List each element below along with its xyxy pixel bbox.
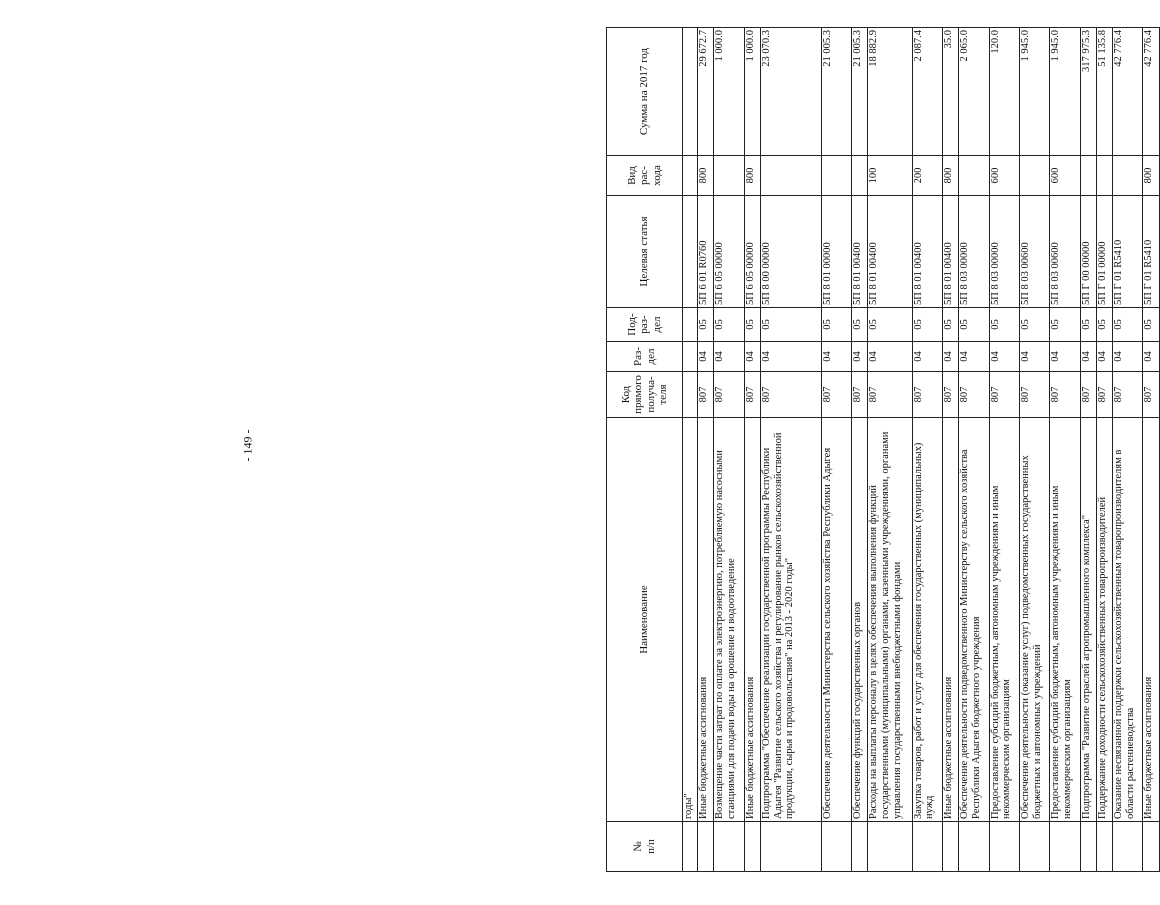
row-sum: 21 005.3 (851, 28, 867, 156)
row-sum: 51 135.8 (1096, 28, 1112, 156)
header-target: Целевая статья (607, 196, 683, 308)
row-vid (1096, 156, 1112, 196)
row-podrazdel: 05 (1019, 308, 1049, 342)
row-podrazdel: 05 (760, 308, 821, 342)
row-sum: 42 776.4 (1113, 28, 1143, 156)
row-razdel: 04 (959, 342, 989, 372)
row-target: 5П 8 03 00600 (1019, 196, 1049, 308)
row-code: 807 (1050, 372, 1080, 418)
header-sum: Сумма на 2017 год (607, 28, 683, 156)
row-num (942, 822, 958, 872)
row-code: 807 (912, 372, 942, 418)
row-vid: 200 (912, 156, 942, 196)
row-num (697, 822, 713, 872)
row-name: Обеспечение функций государственных органов (851, 418, 867, 822)
row-podrazdel: 05 (1113, 308, 1143, 342)
row-sum: 2 065.0 (959, 28, 989, 156)
row-code: 807 (760, 372, 821, 418)
row-code: 807 (868, 372, 912, 418)
table-row (1113, 28, 1143, 872)
row-code: 807 (697, 372, 713, 418)
row-target: 5П 8 01 00000 (821, 196, 851, 308)
row-name: Подпрограмма "Обеспечение реализации государственной программы Республики Адыгея "Развитие сельского хозяйства и регулирование рынков сельскохозяйственной продукции, сырья и продовольствия" на 2013 - 2020 годы" (760, 418, 821, 822)
row-razdel: 04 (1113, 342, 1143, 372)
row-name: Иные бюджетные ассигнования (1143, 418, 1160, 822)
table-row (714, 28, 744, 872)
row-sum: 317 975.3 (1080, 28, 1096, 156)
row-num (1050, 822, 1080, 872)
row-podrazdel: 05 (851, 308, 867, 342)
row-razdel: 04 (1019, 342, 1049, 372)
row-vid (760, 156, 821, 196)
row-razdel: 04 (697, 342, 713, 372)
row-num (714, 822, 744, 872)
table-row (868, 28, 912, 872)
row-podrazdel: 05 (1050, 308, 1080, 342)
row-target: 5П 8 01 00400 (868, 196, 912, 308)
row-target: 5П 6 05 00000 (714, 196, 744, 308)
header-vid: Вид рас-хода (607, 156, 683, 196)
row-podrazdel: 05 (942, 308, 958, 342)
row-podrazdel: 05 (697, 308, 713, 342)
row-vid: 100 (868, 156, 912, 196)
budget-table (606, 27, 1160, 872)
table-row (912, 28, 942, 872)
row-num (959, 822, 989, 872)
row-name: годы" (683, 418, 698, 822)
row-razdel: 04 (851, 342, 867, 372)
row-name: Возмещение части затрат по оплате за электроэнергию, потребляемую насосными станциями для подачи воды на орошение и водоотведение (714, 418, 744, 822)
row-name: Иные бюджетные ассигнования (744, 418, 760, 822)
row-vid: 600 (1050, 156, 1080, 196)
row-name: Предоставление субсидий бюджетным, автономным учреждениям и иным некоммерческим организациям (1050, 418, 1080, 822)
row-num (760, 822, 821, 872)
row-sum: 23 070.3 (760, 28, 821, 156)
row-name: Расходы на выплаты персоналу в целях обеспечения выполнения функций государственными (муниципальными) органами, казенными учреждениями, органами управления государственными внебюджетными фондами (868, 418, 912, 822)
row-razdel: 04 (714, 342, 744, 372)
row-target: 5П 8 03 00600 (1050, 196, 1080, 308)
row-num (1143, 822, 1160, 872)
row-target: 5П Г 01 R5410 (1143, 196, 1160, 308)
row-podrazdel: 05 (821, 308, 851, 342)
row-vid: 800 (1143, 156, 1160, 196)
row-sum: 1 000.0 (714, 28, 744, 156)
row-sum: 120.0 (989, 28, 1019, 156)
table-row (851, 28, 867, 872)
header-num: № п/п (607, 822, 683, 872)
table-row (1050, 28, 1080, 872)
row-razdel: 04 (912, 342, 942, 372)
row-vid: 800 (697, 156, 713, 196)
row-num (821, 822, 851, 872)
row-vid (714, 156, 744, 196)
row-sum: 1 945.0 (1019, 28, 1049, 156)
table-row (744, 28, 760, 872)
row-target: 5П 8 03 00000 (989, 196, 1019, 308)
row-vid (1080, 156, 1096, 196)
row-vid (1113, 156, 1143, 196)
table-body (683, 28, 1160, 872)
row-code: 807 (1096, 372, 1112, 418)
row-sum: 35.0 (942, 28, 958, 156)
row-vid: 800 (942, 156, 958, 196)
row-target: 5П 8 01 00400 (851, 196, 867, 308)
row-code: 807 (821, 372, 851, 418)
row-code: 807 (1019, 372, 1049, 418)
table-row (760, 28, 821, 872)
row-num (683, 822, 698, 872)
row-sum: 1 000.0 (744, 28, 760, 156)
row-name: Поддержание доходности сельскохозяйственных товаропроизводителей (1096, 418, 1112, 822)
row-razdel: 04 (1080, 342, 1096, 372)
table-row (942, 28, 958, 872)
row-sum: 42 776.4 (1143, 28, 1160, 156)
header-razdel: Раз-дел (607, 342, 683, 372)
row-podrazdel: 05 (989, 308, 1019, 342)
row-vid (821, 156, 851, 196)
row-vid (1019, 156, 1049, 196)
row-num (1113, 822, 1143, 872)
row-sum: 2 087.4 (912, 28, 942, 156)
header-code: Код прямого получа-теля (607, 372, 683, 418)
row-code: 807 (744, 372, 760, 418)
row-num (1080, 822, 1096, 872)
row-name: Закупка товаров, работ и услуг для обеспечения государственных (муниципальных) нужд (912, 418, 942, 822)
row-target: 5П 6 01 R0760 (697, 196, 713, 308)
row-target (683, 196, 698, 308)
row-name: Иные бюджетные ассигнования (697, 418, 713, 822)
row-name: Предоставление субсидий бюджетным, автономным учреждениям и иным некоммерческим организациям (989, 418, 1019, 822)
row-name: Обеспечение деятельности Министерства сельского хозяйства Республики Адыгея (821, 418, 851, 822)
row-target: 5П 8 01 00400 (942, 196, 958, 308)
row-sum (683, 28, 698, 156)
row-num (989, 822, 1019, 872)
table-row (821, 28, 851, 872)
row-target: 5П 6 05 00000 (744, 196, 760, 308)
row-razdel: 04 (1096, 342, 1112, 372)
row-target: 5П 8 03 00000 (959, 196, 989, 308)
row-target: 5П Г 01 R5410 (1113, 196, 1143, 308)
row-target: 5П 8 00 00000 (760, 196, 821, 308)
row-podrazdel: 05 (868, 308, 912, 342)
table-row (1096, 28, 1112, 872)
row-vid (683, 156, 698, 196)
table-row (959, 28, 989, 872)
rotated-page (606, 28, 1160, 872)
row-code: 807 (1080, 372, 1096, 418)
row-podrazdel: 05 (912, 308, 942, 342)
row-code: 807 (851, 372, 867, 418)
row-razdel: 04 (1050, 342, 1080, 372)
table-row (1019, 28, 1049, 872)
row-razdel: 04 (868, 342, 912, 372)
row-num (868, 822, 912, 872)
table-row (1143, 28, 1160, 872)
row-sum: 1 945.0 (1050, 28, 1080, 156)
row-num (851, 822, 867, 872)
page-number: - 149 - (240, 429, 255, 462)
row-razdel: 04 (1143, 342, 1160, 372)
row-vid: 800 (744, 156, 760, 196)
row-podrazdel: 05 (714, 308, 744, 342)
row-razdel: 04 (821, 342, 851, 372)
row-num (1096, 822, 1112, 872)
header-row (607, 28, 683, 872)
table-row (989, 28, 1019, 872)
row-target: 5П Г 00 00000 (1080, 196, 1096, 308)
row-code (683, 372, 698, 418)
row-code: 807 (1143, 372, 1160, 418)
header-name: Наименование (607, 418, 683, 822)
header-podrazdel: Под-раз-дел (607, 308, 683, 342)
row-target: 5П Г 01 00000 (1096, 196, 1112, 308)
row-num (744, 822, 760, 872)
table-row (683, 28, 698, 872)
row-name: Обеспечение деятельности (оказание услуг) подведомственных государственных бюджетных и автономных учреждений (1019, 418, 1049, 822)
row-razdel: 04 (744, 342, 760, 372)
table-row (1080, 28, 1096, 872)
row-sum: 21 005.3 (821, 28, 851, 156)
row-podrazdel: 05 (1143, 308, 1160, 342)
row-num (1019, 822, 1049, 872)
row-target: 5П 8 01 00400 (912, 196, 942, 308)
row-name: Подпрограмма "Развитие отраслей агропромышленного комплекса" (1080, 418, 1096, 822)
row-razdel (683, 342, 698, 372)
row-razdel: 04 (760, 342, 821, 372)
row-podrazdel (683, 308, 698, 342)
row-vid: 600 (989, 156, 1019, 196)
row-name: Оказание несвязанной поддержки сельскохозяйственным товаропроизводителям в области растениеводства (1113, 418, 1143, 822)
row-podrazdel: 05 (959, 308, 989, 342)
row-razdel: 04 (942, 342, 958, 372)
table-row (697, 28, 713, 872)
row-code: 807 (1113, 372, 1143, 418)
row-podrazdel: 05 (1080, 308, 1096, 342)
row-name: Иные бюджетные ассигнования (942, 418, 958, 822)
row-code: 807 (989, 372, 1019, 418)
row-sum: 29 672.7 (697, 28, 713, 156)
row-podrazdel: 05 (744, 308, 760, 342)
row-code: 807 (714, 372, 744, 418)
row-name: Обеспечение деятельности подведомственного Министерству сельского хозяйства Республики Адыгея бюджетного учреждения (959, 418, 989, 822)
row-code: 807 (942, 372, 958, 418)
row-sum: 18 882.9 (868, 28, 912, 156)
row-vid (851, 156, 867, 196)
row-code: 807 (959, 372, 989, 418)
row-num (912, 822, 942, 872)
row-vid (959, 156, 989, 196)
row-razdel: 04 (989, 342, 1019, 372)
row-podrazdel: 05 (1096, 308, 1112, 342)
